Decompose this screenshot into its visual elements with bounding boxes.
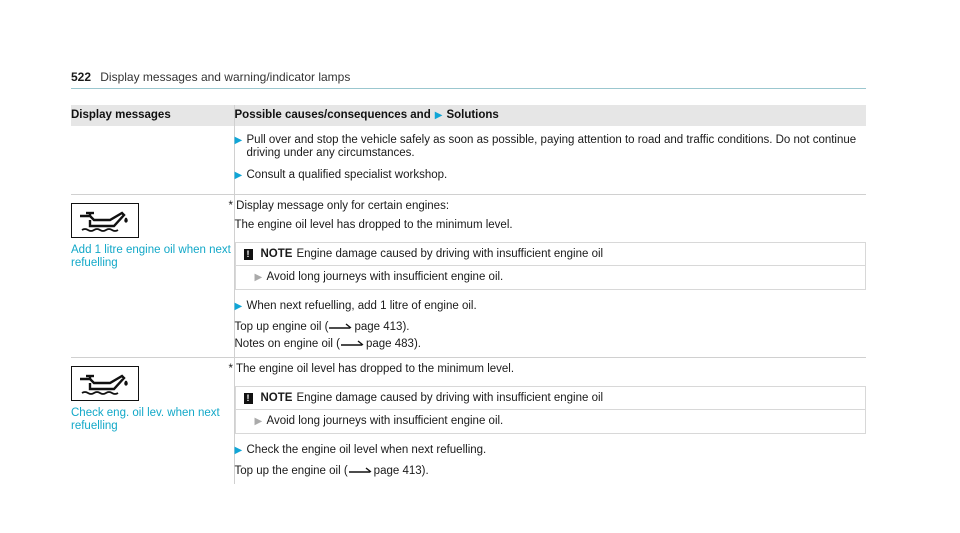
page-reference: Top up engine oil ( page 413). [234,321,410,333]
bullet-triangle-icon: ▶ [234,445,243,456]
note-header: ! NOTE Engine damage caused by driving with insufficient engine oil [236,387,866,410]
column-header-causes [234,105,866,126]
list-item: ▶ Check the engine oil level when next refuelling. [234,444,487,456]
display-message-label: Add 1 litre engine oil when next refuelling [71,244,231,269]
header-divider [71,88,866,89]
arrow-right-icon [341,339,365,349]
solutions-label: Solutions [446,109,499,121]
page-link[interactable]: page 413). [354,321,410,333]
arrow-right-icon [349,466,373,476]
list-item: ▶ Avoid long journeys with insufficient engine oil. [254,415,504,427]
bullet-triangle-icon: ▶ [234,135,243,146]
list-item: ▶ Consult a qualified specialist workshop. [234,169,448,181]
page-link[interactable]: page 483). [365,338,421,350]
exclamation-icon: ! [244,393,253,404]
note-box [235,386,867,434]
page-number: 522 [71,70,92,84]
table-row [71,126,866,195]
play-triangle-icon: ▶ [434,110,443,121]
display-message-label: Check eng. oil lev. when next refuelling [71,407,220,432]
list-item: ▶ Avoid long journeys with insufficient engine oil. [254,271,504,283]
display-cell [71,358,234,485]
table-row [71,358,866,485]
page-link[interactable]: page 413). [373,465,429,477]
oil-can-icon [71,203,139,238]
display-cell [71,195,234,358]
list-item: ▶ When next refuelling, add 1 litre of engine oil. [234,300,477,312]
causes-cell [234,126,866,195]
causes-cell: * The engine oil level has dropped to the minimum level. ! NOTE Engine damage caused by driving with insufficient engine oil ▶ Avoid long journeys with insufficient engine oil. ▶ Check the engine oil level when next refuelling. Top up the engine oil ( page 413). [234,358,866,485]
bullet-triangle-icon: ▶ [234,301,243,312]
note-box [235,242,867,290]
bullet-triangle-icon: ▶ [254,416,263,427]
display-cell [71,126,234,195]
bullet-triangle-icon: ▶ [254,272,263,283]
causes-cell: * Display message only for certain engines: The engine oil level has dropped to the minimum level. ! NOTE Engine damage caused by driving with insufficient engine oil ▶ Avoid long journeys with insufficient engine oil. ▶ When next refuelling, add 1 litre of engine oil. Top up engine oil ( page 413). Notes on engine oil ( page 483). [234,195,866,358]
list-item: ▶ Pull over and stop the vehicle safely as soon as possible, paying attention to road and traffic conditions. Do not continue driving under any circumstances. [234,134,857,159]
oil-can-icon [71,366,139,401]
page-reference: Notes on engine oil ( page 483). [234,338,421,350]
page-reference: Top up the engine oil ( page 413). [234,465,429,477]
arrow-right-icon [329,322,353,332]
page-header [71,70,866,88]
bullet-triangle-icon: ▶ [234,170,243,181]
causes-label: Possible causes/consequences and [234,109,431,121]
note-body [236,410,866,433]
note-body [236,266,866,289]
table-row [71,195,866,358]
display-messages-table [71,105,866,484]
page-title: Display messages and warning/indicator lamps [100,70,351,84]
column-header-display: Display messages [71,105,234,126]
note-header: ! NOTE Engine damage caused by driving with insufficient engine oil [236,243,866,266]
table-header-row [71,105,866,126]
exclamation-icon: ! [244,249,253,260]
